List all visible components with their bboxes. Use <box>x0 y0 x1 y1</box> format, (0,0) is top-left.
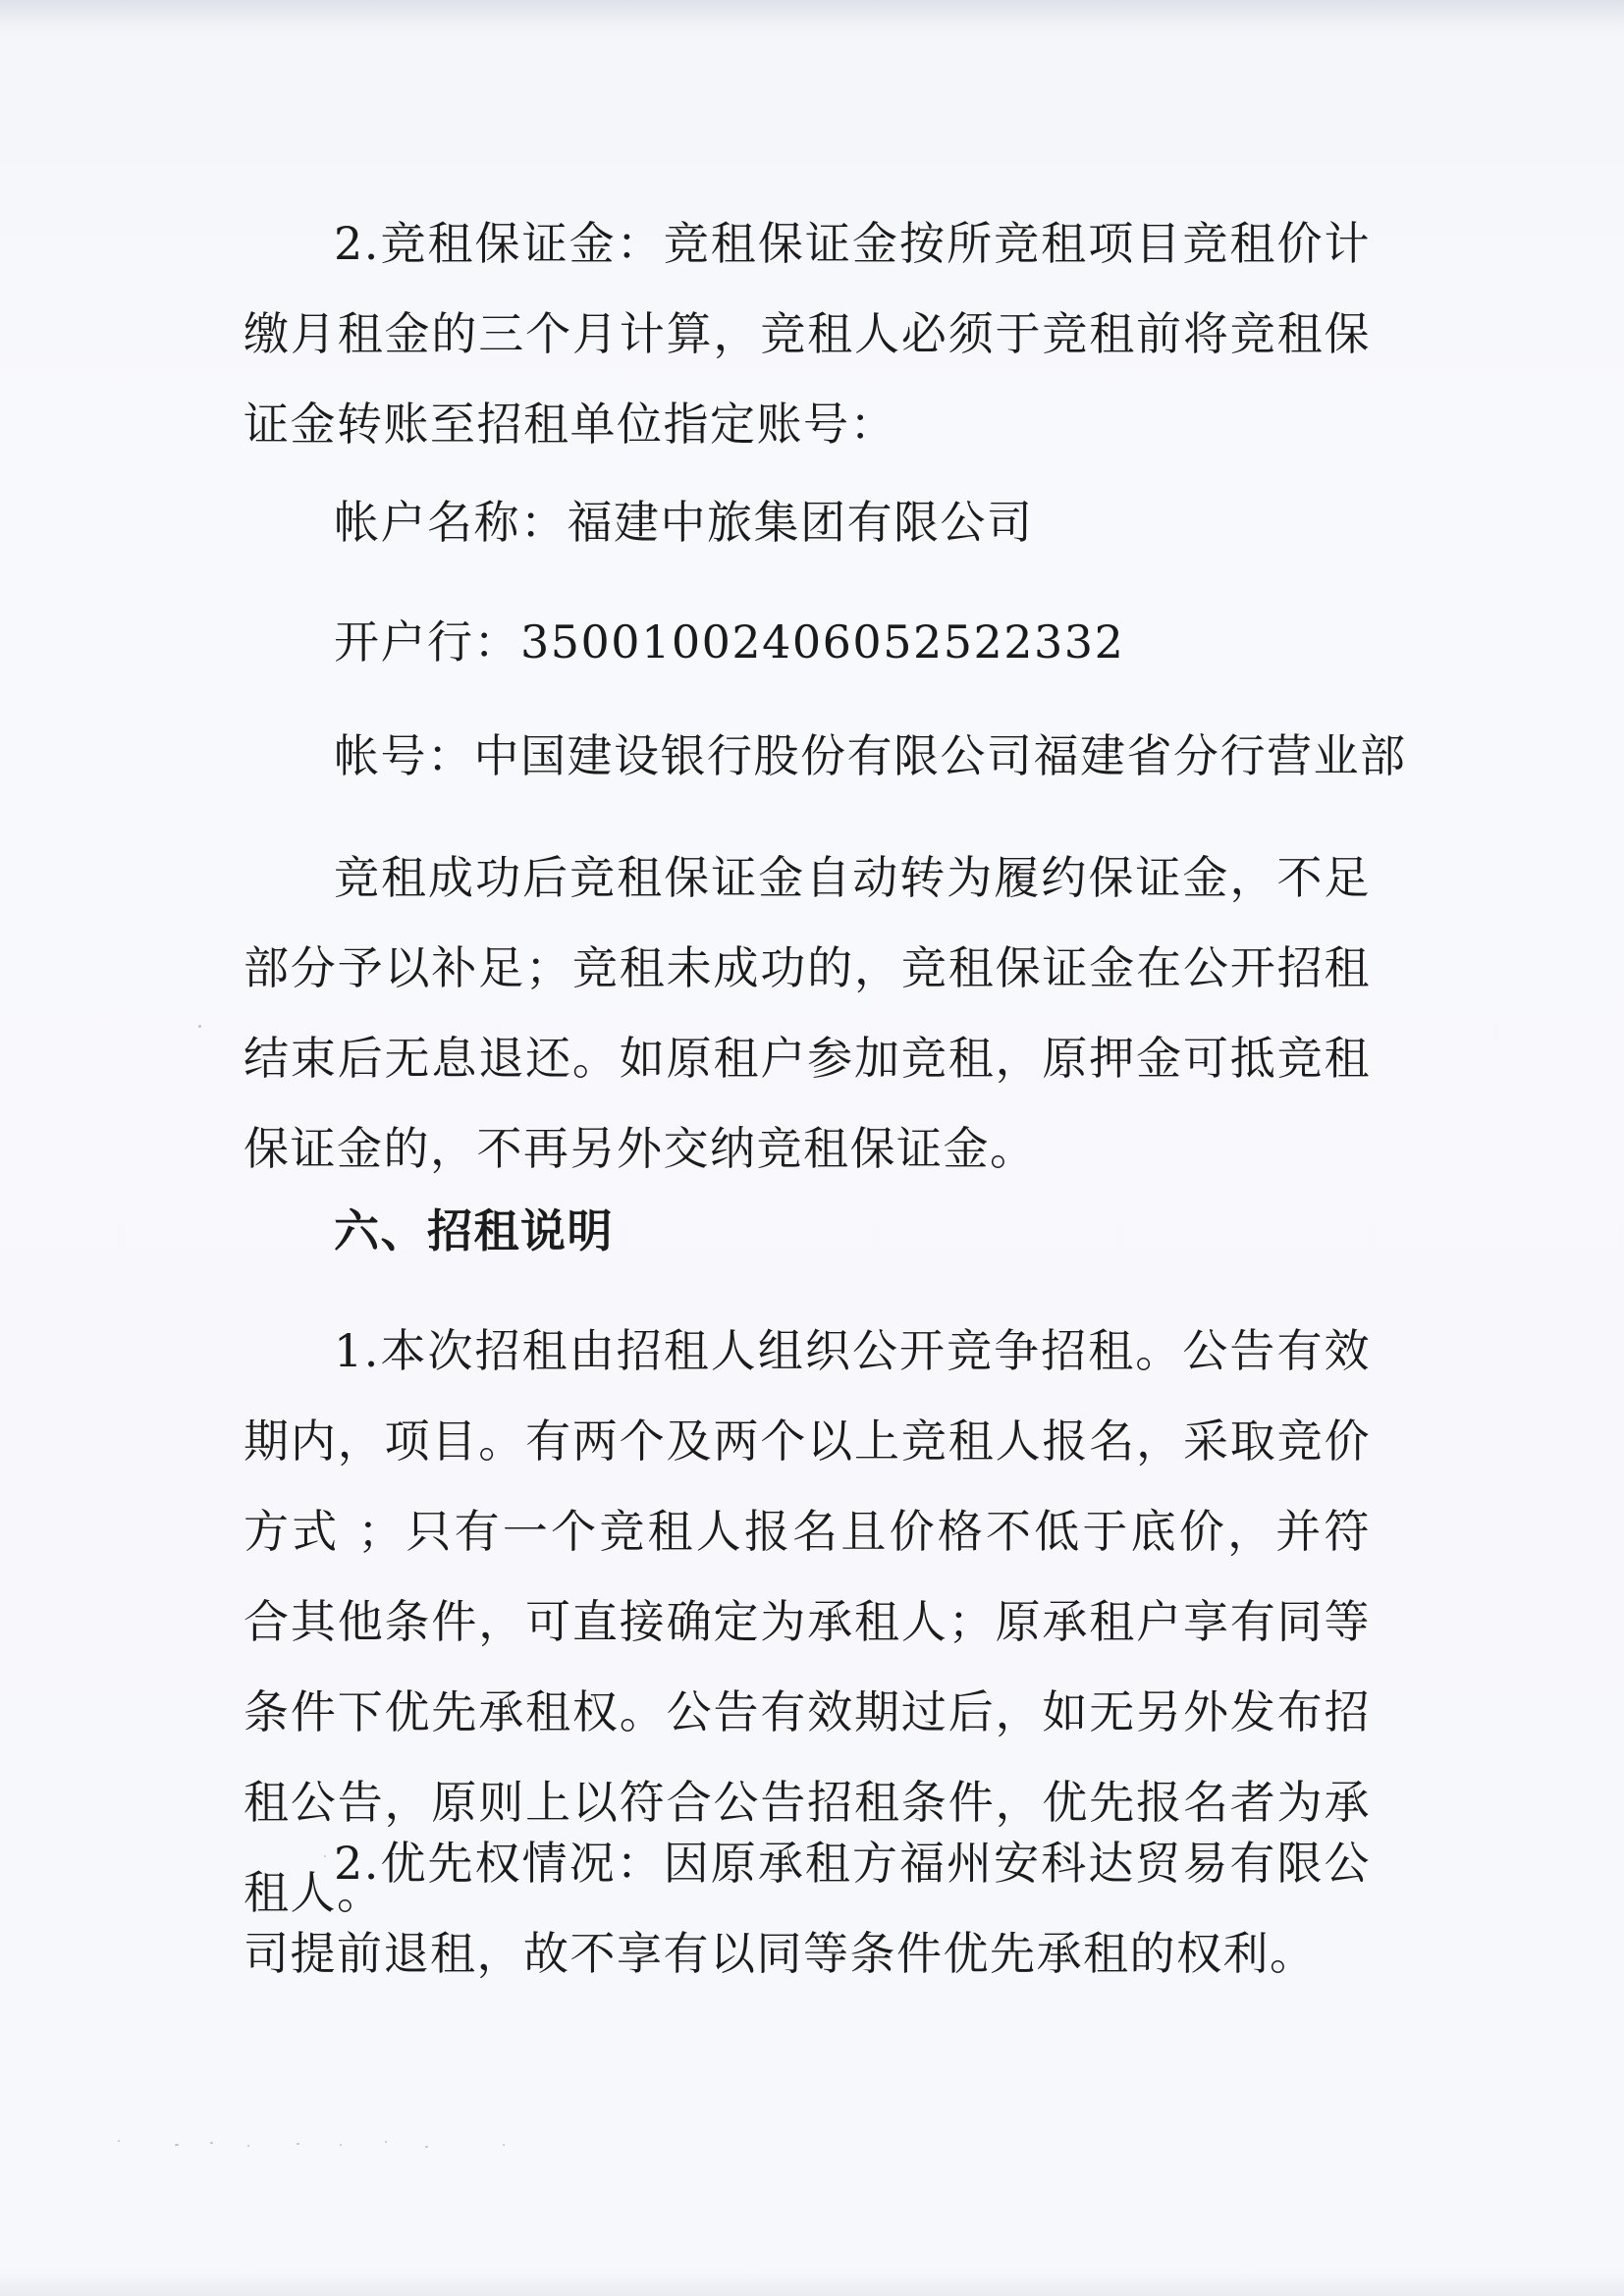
bank-line: 开户行：35001002406052522332 <box>334 615 1125 668</box>
scan-speck <box>247 2145 249 2147</box>
scan-speck <box>297 2143 299 2145</box>
scan-speck <box>198 1025 201 1028</box>
section-heading-leasing-notes: 六、招租说明 <box>334 1204 614 1257</box>
scan-speck <box>210 2142 213 2144</box>
scan-speck <box>425 2146 428 2148</box>
scan-edge-shadow-bottom <box>0 2272 1624 2296</box>
scan-speck <box>340 2144 342 2146</box>
account-number-line: 帐号：中国建设银行股份有限公司福建省分行营业部 <box>334 729 1407 782</box>
scan-speck <box>175 2144 179 2146</box>
scan-speck <box>503 2144 505 2146</box>
scan-speck <box>118 2140 120 2142</box>
account-name-line: 帐户名称：福建中旅集团有限公司 <box>334 496 1034 549</box>
deposit-paragraph: 2.竞租保证金：竞租保证金按所竞租项目竞租价计缴月租金的三个月计算，竞租人必须于竞租前将竞租保证金转账至招租单位指定账号： <box>244 217 1371 451</box>
scan-edge-shadow-top <box>0 0 1624 33</box>
scan-speck <box>324 1855 326 1857</box>
scan-speck <box>385 2141 387 2143</box>
deposit-conversion-paragraph: 竞租成功后竞租保证金自动转为履约保证金，不足部分予以补足；竞租未成功的，竞租保证金在公开招租结束后无息退还。如原租户参加竞租，原押金可抵竞租保证金的，不再另外交纳竞租保证金。 <box>244 851 1371 1175</box>
priority-paragraph: 2.优先权情况：因原承租方福州安科达贸易有限公司提前退租，故不享有以同等条件优先承租的权利。 <box>244 1837 1371 1980</box>
leasing-rules-paragraph: 1.本次招租由招租人组织公开竞争招租。公告有效期内，项目。有两个及两个以上竞租人报名，采取竞价方式 ；只有一个竞租人报名且价格不低于底价，并符合其他条件，可直接确定为承租人；原承租户享有同等条件下优先承租权。公告有效期过后，如无另外发布招租公告，原则上以符合公告招租条件，优先报名者为承租人。 <box>244 1324 1371 1919</box>
